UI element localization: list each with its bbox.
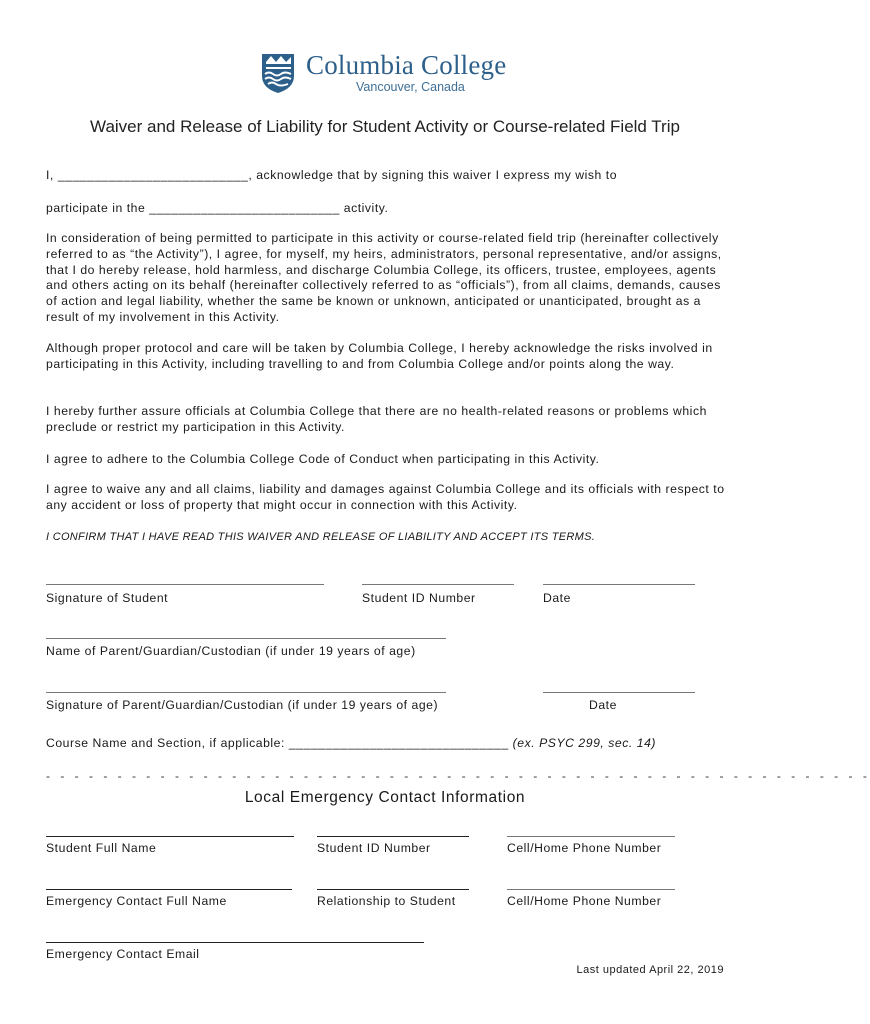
student-id-line[interactable] bbox=[362, 584, 514, 585]
parent-date-label: Date bbox=[589, 698, 617, 712]
participate-prefix: participate in the bbox=[46, 201, 146, 215]
parent-name-label: Name of Parent/Guardian/Custodian (if under 19 years of age) bbox=[46, 644, 416, 658]
emergency-student-id-line[interactable] bbox=[317, 836, 469, 837]
contact-email-line[interactable] bbox=[46, 942, 424, 943]
cut-divider: - - - - - - - - - - - - - - - - - - - - - - - - - - - - - - - - - - - - - - - - - - - - - - - - - - - - - - - - - - bbox=[46, 769, 870, 783]
parent-signature-label: Signature of Parent/Guardian/Custodian (if under 19 years of age) bbox=[46, 698, 439, 712]
waive-paragraph: I agree to waive any and all claims, liability and damages against Columbia College and its officials with respect to any accident or loss of property that might occur in connection with this Activity. bbox=[46, 482, 725, 512]
participate-suffix: activity. bbox=[343, 201, 389, 215]
course-row bbox=[46, 736, 656, 750]
emergency-student-id-label: Student ID Number bbox=[317, 841, 431, 855]
course-blank[interactable]: ______________________________ bbox=[288, 736, 509, 750]
college-logo bbox=[258, 50, 518, 98]
college-name: Columbia College bbox=[306, 50, 507, 80]
emergency-heading: Local Emergency Contact Information bbox=[244, 789, 526, 806]
course-label: Course Name and Section, if applicable: bbox=[46, 736, 285, 750]
health-paragraph: I hereby further assure officials at Columbia College that there are no health-related reasons or problems which preclude or restrict my participation in this Activity. bbox=[46, 404, 707, 434]
page-title: Waiver and Release of Liability for Student Activity or Course-related Field Trip bbox=[90, 117, 680, 136]
relationship-line[interactable] bbox=[317, 889, 469, 890]
activity-name-blank[interactable]: __________________________ bbox=[149, 201, 340, 215]
college-location: Vancouver, Canada bbox=[356, 80, 465, 94]
college-crest-icon bbox=[260, 52, 296, 94]
phone-label-1: Cell/Home Phone Number bbox=[507, 841, 662, 855]
course-example: (ex. PSYC 299, sec. 14) bbox=[512, 736, 657, 750]
parent-name-line[interactable] bbox=[46, 638, 446, 639]
relationship-label: Relationship to Student bbox=[317, 894, 456, 908]
intro-line-1 bbox=[46, 168, 617, 182]
confirm-statement: I CONFIRM THAT I HAVE READ THIS WAIVER AND RELEASE OF LIABILITY AND ACCEPT ITS TERMS. bbox=[46, 531, 596, 543]
student-full-name-label: Student Full Name bbox=[46, 841, 157, 855]
consideration-paragraph: In consideration of being permitted to participate in this activity or course-related field trip (hereinafter collectively referred to as “the Activity”), I agree, for myself, my heirs, administrators, personal representative, and/or assigns, that I do hereby release, hold harmless, and discharge Columbia College, its officers, trustee, employees, agents and others acting on its behalf (hereinafter collectively referred to as “officials”), from all claims, demands, causes of action and legal liability, whether the same be known or unknown, anticipated or unanticipated, brought as a result of my involvement in this Activity. bbox=[46, 231, 722, 324]
student-full-name-line[interactable] bbox=[46, 836, 294, 837]
last-updated: Last updated April 22, 2019 bbox=[576, 964, 724, 976]
parent-date-line[interactable] bbox=[543, 692, 695, 693]
intro-suffix: , acknowledge that by signing this waiver I express my wish to bbox=[248, 168, 618, 182]
protocol-paragraph: Although proper protocol and care will be taken by Columbia College, I hereby acknowledge the risks involved in participating in this Activity, including travelling to and from Columbia College and/or points along the way. bbox=[46, 341, 713, 371]
phone-label-2: Cell/Home Phone Number bbox=[507, 894, 662, 908]
student-id-label: Student ID Number bbox=[362, 591, 476, 605]
phone-line-1[interactable] bbox=[507, 836, 675, 837]
student-name-blank[interactable]: __________________________ bbox=[57, 168, 249, 182]
student-signature-line[interactable] bbox=[46, 584, 324, 585]
contact-full-name-label: Emergency Contact Full Name bbox=[46, 894, 227, 908]
contact-email-label: Emergency Contact Email bbox=[46, 947, 200, 961]
date-label: Date bbox=[543, 591, 571, 605]
phone-line-2[interactable] bbox=[507, 889, 675, 890]
conduct-paragraph: I agree to adhere to the Columbia College Code of Conduct when participating in this Activity. bbox=[46, 452, 600, 466]
date-line[interactable] bbox=[543, 584, 695, 585]
parent-signature-line[interactable] bbox=[46, 692, 446, 693]
intro-line-2 bbox=[46, 201, 388, 215]
student-signature-label: Signature of Student bbox=[46, 591, 169, 605]
contact-full-name-line[interactable] bbox=[46, 889, 292, 890]
intro-prefix: I, bbox=[46, 168, 54, 182]
